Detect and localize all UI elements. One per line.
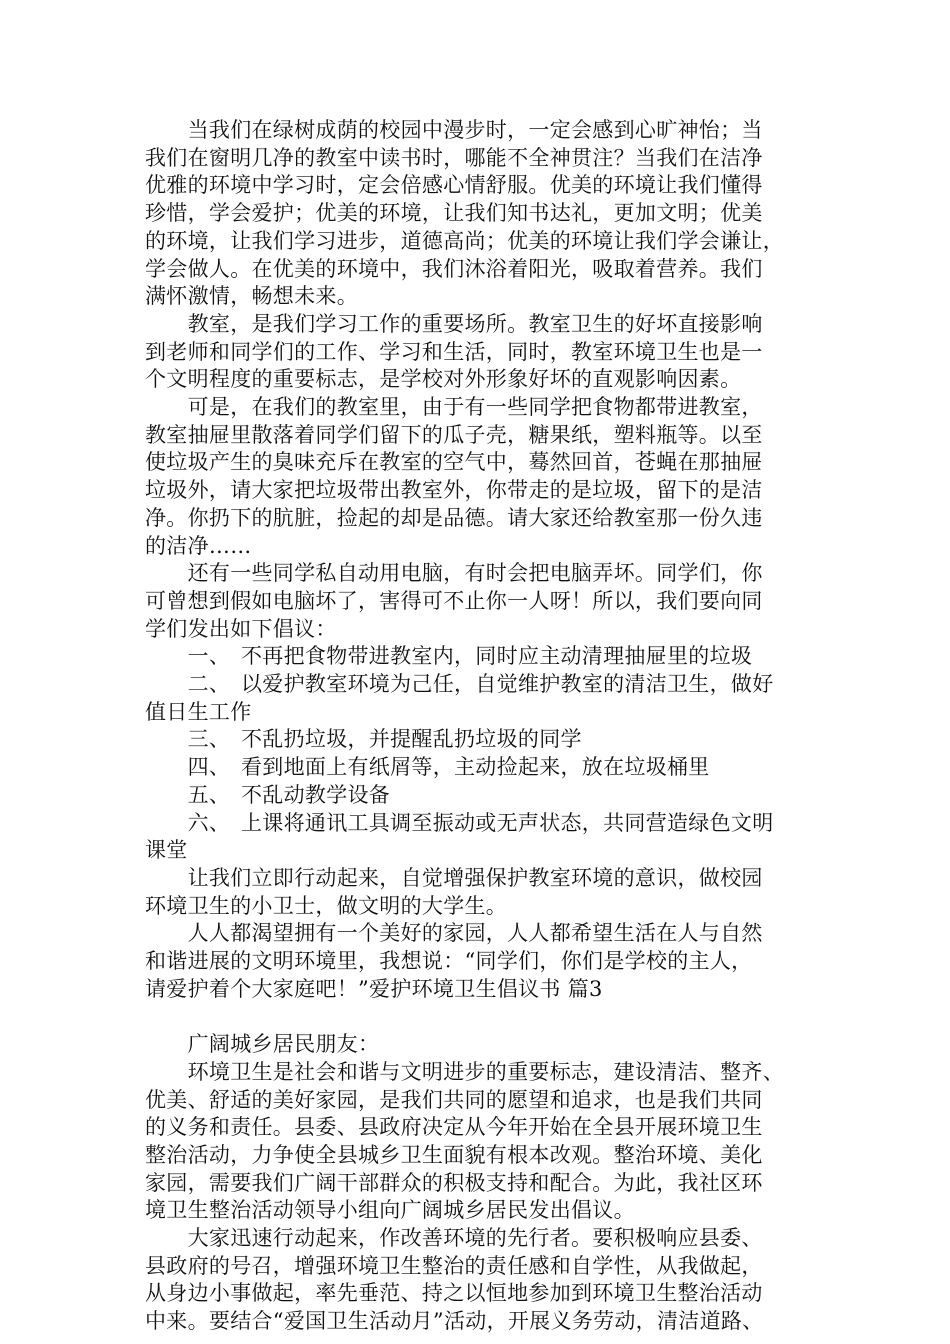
text-line: 的洁净……	[145, 533, 252, 558]
text-line: 大家迅速行动起来，作改善环境的先行者。要积极响应县委、	[145, 1226, 763, 1250]
text-line: 优雅的环境中学习时，定会倍感心情舒服。优美的环境让我们懂得	[145, 173, 763, 198]
text-line: 请爱护着个大家庭吧！”爱护环境卫生倡议书 篇3	[145, 976, 603, 1001]
text-line: 人人都渴望拥有一个美好的家园，人人都希望生活在人与自然	[145, 921, 763, 946]
text-line: 个文明程度的重要标志，是学校对外形象好坏的直观影响因素。	[145, 367, 742, 392]
text-line: 五、 不乱动教学设备	[145, 782, 391, 807]
text-line: 六、 上课将通讯工具调至振动或无声状态，共同营造绿色文明	[145, 810, 774, 835]
text-line: 可曾想到假如电脑坏了，害得可不止你一人呀！所以，我们要向同	[145, 588, 763, 613]
text-line: 还有一些同学私自动用电脑，有时会把电脑弄坏。同学们，你	[145, 561, 763, 586]
text-line: 当我们在绿树成荫的校园中漫步时，一定会感到心旷神怡；当	[145, 118, 763, 142]
text-line: 中来。要结合“爱国卫生活动月”活动，开展义务劳动，清洁道路、	[145, 1309, 764, 1334]
text-line: 珍惜，学会爱护；优美的环境，让我们知书达礼，更加文明；优美	[145, 201, 763, 226]
text-line: 学们发出如下倡议：	[145, 616, 337, 641]
text-line: 学会做人。在优美的环境中，我们沐浴着阳光，吸取着营养。我们	[145, 256, 763, 281]
text-line: 教室，是我们学习工作的重要场所。教室卫生的好坏直接影响	[145, 311, 763, 336]
text-line: 到老师和同学们的工作、学习和生活，同时，教室环境卫生也是一	[145, 339, 763, 364]
text-line: 净。你扔下的肮脏，捡起的却是品德。请大家还给教室那一份久违	[145, 505, 763, 530]
text-line: 广阔城乡居民朋友：	[145, 1032, 380, 1057]
text-line: 二、 以爱护教室环境为己任，自觉维护教室的清洁卫生，做好	[145, 672, 774, 696]
text-line: 四、 看到地面上有纸屑等，主动捡起来，放在垃圾桶里	[145, 755, 710, 780]
text-line: 的环境，让我们学习进步，道德高尚；优美的环境让我们学会谦让，	[145, 228, 784, 253]
text-line: 垃圾外，请大家把垃圾带出教室外，你带走的是垃圾，留下的是洁	[145, 478, 763, 503]
text-line: 家园，需要我们广阔干部群众的积极支持和配合。为此，我社区环	[145, 1170, 763, 1195]
text-line: 值日生工作	[145, 699, 252, 724]
text-line: 满怀激情，畅想未来。	[145, 284, 358, 309]
text-line: 使垃圾产生的臭味充斥在教室的空气中，蓦然回首，苍蝇在那抽屉	[145, 450, 763, 475]
text-line: 整治活动，力争使全县城乡卫生面貌有根本改观。整治环境、美化	[145, 1142, 763, 1167]
text-line: 一、 不再把食物带进教室内，同时应主动清理抽屉里的垃圾	[145, 644, 753, 669]
text-line: 让我们立即行动起来，自觉增强保护教室环境的意识，做校园	[145, 865, 763, 890]
text-line: 县政府的号召，增强环境卫生整治的责任感和自学性，从我做起，	[145, 1253, 763, 1278]
text-line: 环境卫生的小卫士，做文明的大学生。	[145, 893, 508, 918]
text-line: 课堂	[145, 838, 188, 863]
text-line: 从身边小事做起，率先垂范、持之以恒地参加到环境卫生整治活动	[145, 1281, 763, 1306]
text-line: 三、 不乱扔垃圾，并提醒乱扔垃圾的同学	[145, 727, 582, 752]
text-line: 和谐进展的文明环境里，我想说：“同学们，你们是学校的主人，	[145, 949, 753, 973]
text-line: 教室抽屉里散落着同学们留下的瓜子壳，糖果纸，塑料瓶等。以至	[145, 422, 763, 447]
text-line: 环境卫生是社会和谐与文明进步的重要标志，建设清洁、整齐、	[145, 1059, 784, 1084]
text-line: 的义务和责任。县委、县政府决定从今年开始在全县开展环境卫生	[145, 1115, 763, 1140]
text-line: 优美、舒适的美好家园，是我们共同的愿望和追求，也是我们共同	[145, 1087, 763, 1112]
text-line: 可是，在我们的教室里，由于有一些同学把食物都带进教室，	[145, 395, 763, 419]
text-line: 我们在窗明几净的教室中读书时，哪能不全神贯注？当我们在洁净	[145, 145, 763, 170]
text-line: 境卫生整治活动领导小组向广阔城乡居民发出倡议。	[145, 1198, 635, 1223]
